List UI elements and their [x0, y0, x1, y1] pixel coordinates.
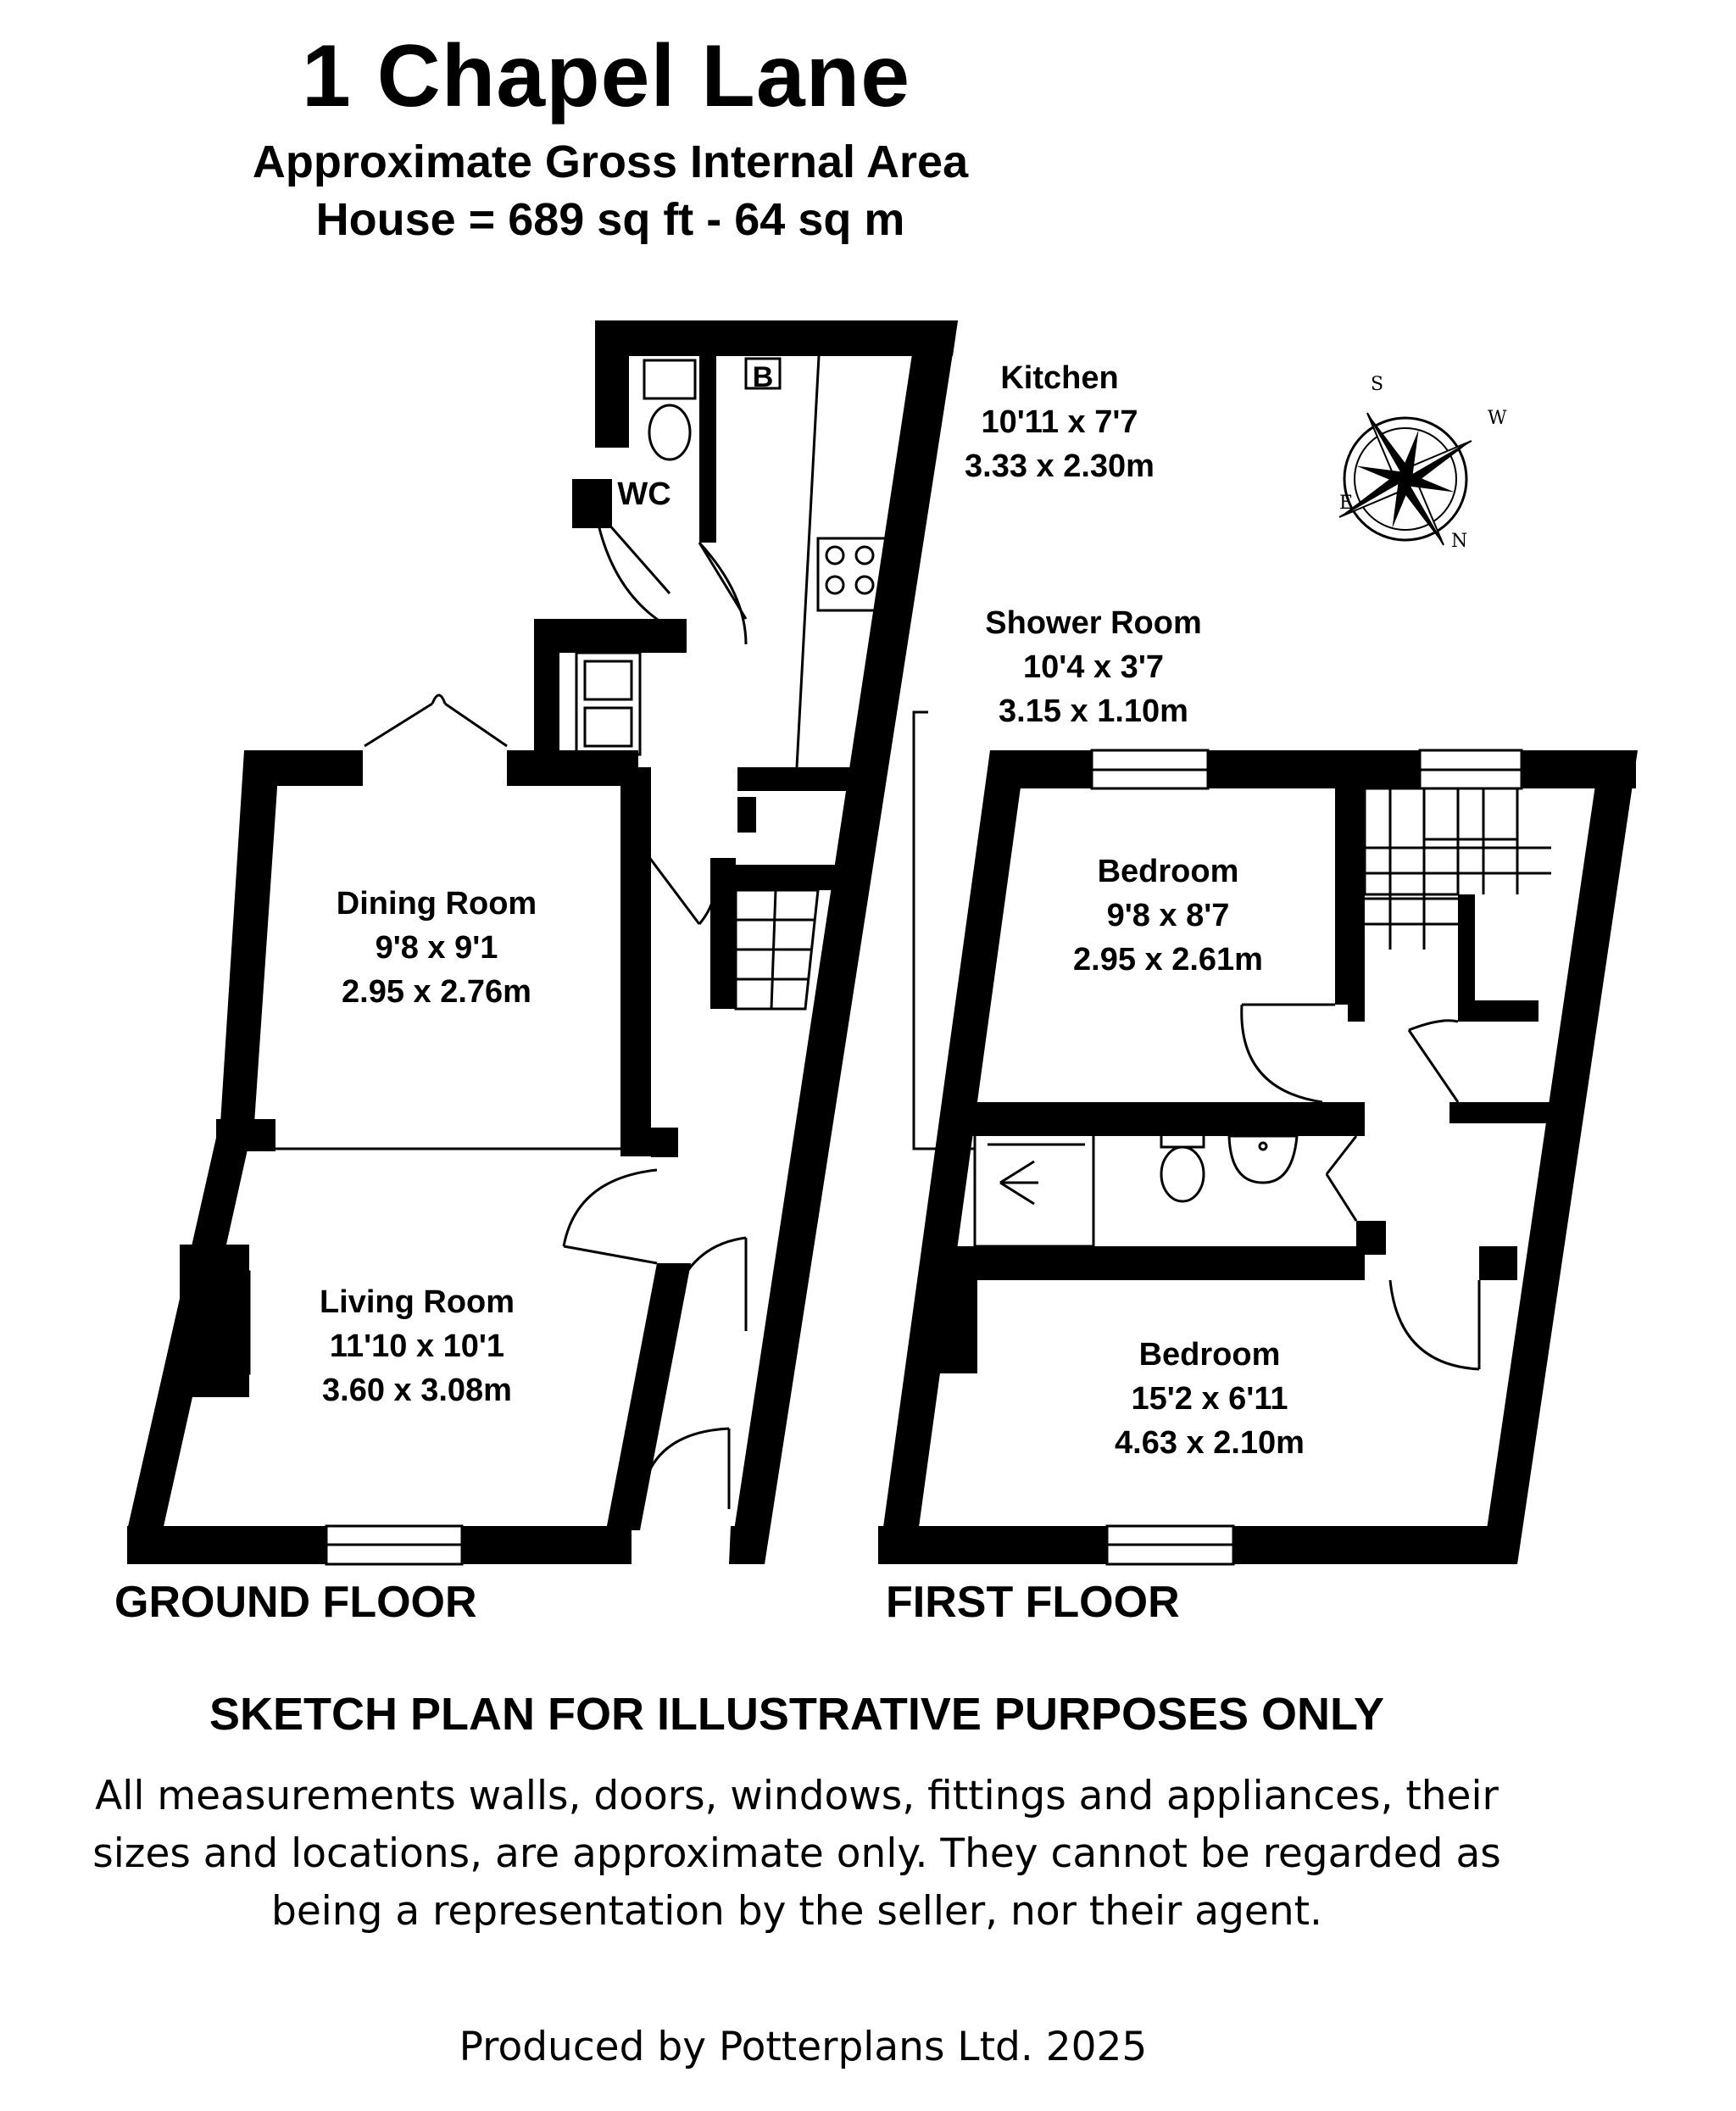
first-floor-label: FIRST FLOOR: [886, 1578, 1180, 1627]
shower-name: Shower Room: [985, 605, 1202, 641]
compass-w: W: [1488, 408, 1507, 429]
bedroom2-metric: 4.63 x 2.10m: [1115, 1425, 1305, 1461]
dining-french-doors: [364, 695, 507, 746]
living-imperial: 11'10 x 10'1: [329, 1328, 505, 1364]
bedroom2-name: Bedroom: [1138, 1337, 1281, 1373]
kitchen-metric: 3.33 x 2.30m: [965, 448, 1155, 484]
shower-imperial: 10'4 x 3'7: [1023, 649, 1164, 685]
bedroom2-imperial: 15'2 x 6'11: [1131, 1381, 1288, 1417]
compass-s: S: [1371, 374, 1384, 395]
compass-n: N: [1451, 531, 1468, 552]
bedroom1-metric: 2.95 x 2.61m: [1073, 942, 1263, 978]
bedroom1-name: Bedroom: [1097, 854, 1239, 889]
dining-name: Dining Room: [336, 886, 537, 922]
disclaimer-line-1: All measurements walls, doors, windows, fittings and appliances, their: [95, 1773, 1499, 1819]
ground-stairs: [736, 890, 818, 1009]
kitchen-imperial: 10'11 x 7'7: [981, 404, 1138, 440]
page-title: 1 Chapel Lane: [301, 27, 911, 125]
footer-credit: Produced by Potterplans Ltd. 2025: [459, 2024, 1148, 2070]
living-name: Living Room: [319, 1284, 515, 1320]
disclaimer-heading: SKETCH PLAN FOR ILLUSTRATIVE PURPOSES ONLY: [209, 1689, 1385, 1740]
kitchen-name: Kitchen: [1000, 360, 1119, 396]
area-value: House = 689 sq ft - 64 sq m: [315, 194, 905, 245]
dining-metric: 2.95 x 2.76m: [342, 974, 531, 1010]
shower-metric: 3.15 x 1.10m: [999, 693, 1188, 729]
bedroom1-imperial: 9'8 x 8'7: [1106, 898, 1230, 933]
disclaimer-line-2: sizes and locations, are approximate only. They cannot be regarded as: [92, 1830, 1501, 1877]
compass-e: E: [1339, 493, 1354, 514]
compass-rose: [1301, 375, 1510, 583]
dining-imperial: 9'8 x 9'1: [375, 930, 498, 966]
ground-floor-label: GROUND FLOOR: [114, 1578, 477, 1627]
disclaimer-text: [51, 1768, 1543, 1941]
living-metric: 3.60 x 3.08m: [322, 1373, 512, 1408]
ground-floor-walls: [127, 320, 958, 1564]
disclaimer-line-3: being a representation by the seller, nor their agent.: [270, 1888, 1322, 1935]
area-subtitle: Approximate Gross Internal Area: [252, 136, 969, 187]
wc-label: WC: [617, 476, 671, 512]
boiler-label: B: [752, 361, 774, 393]
